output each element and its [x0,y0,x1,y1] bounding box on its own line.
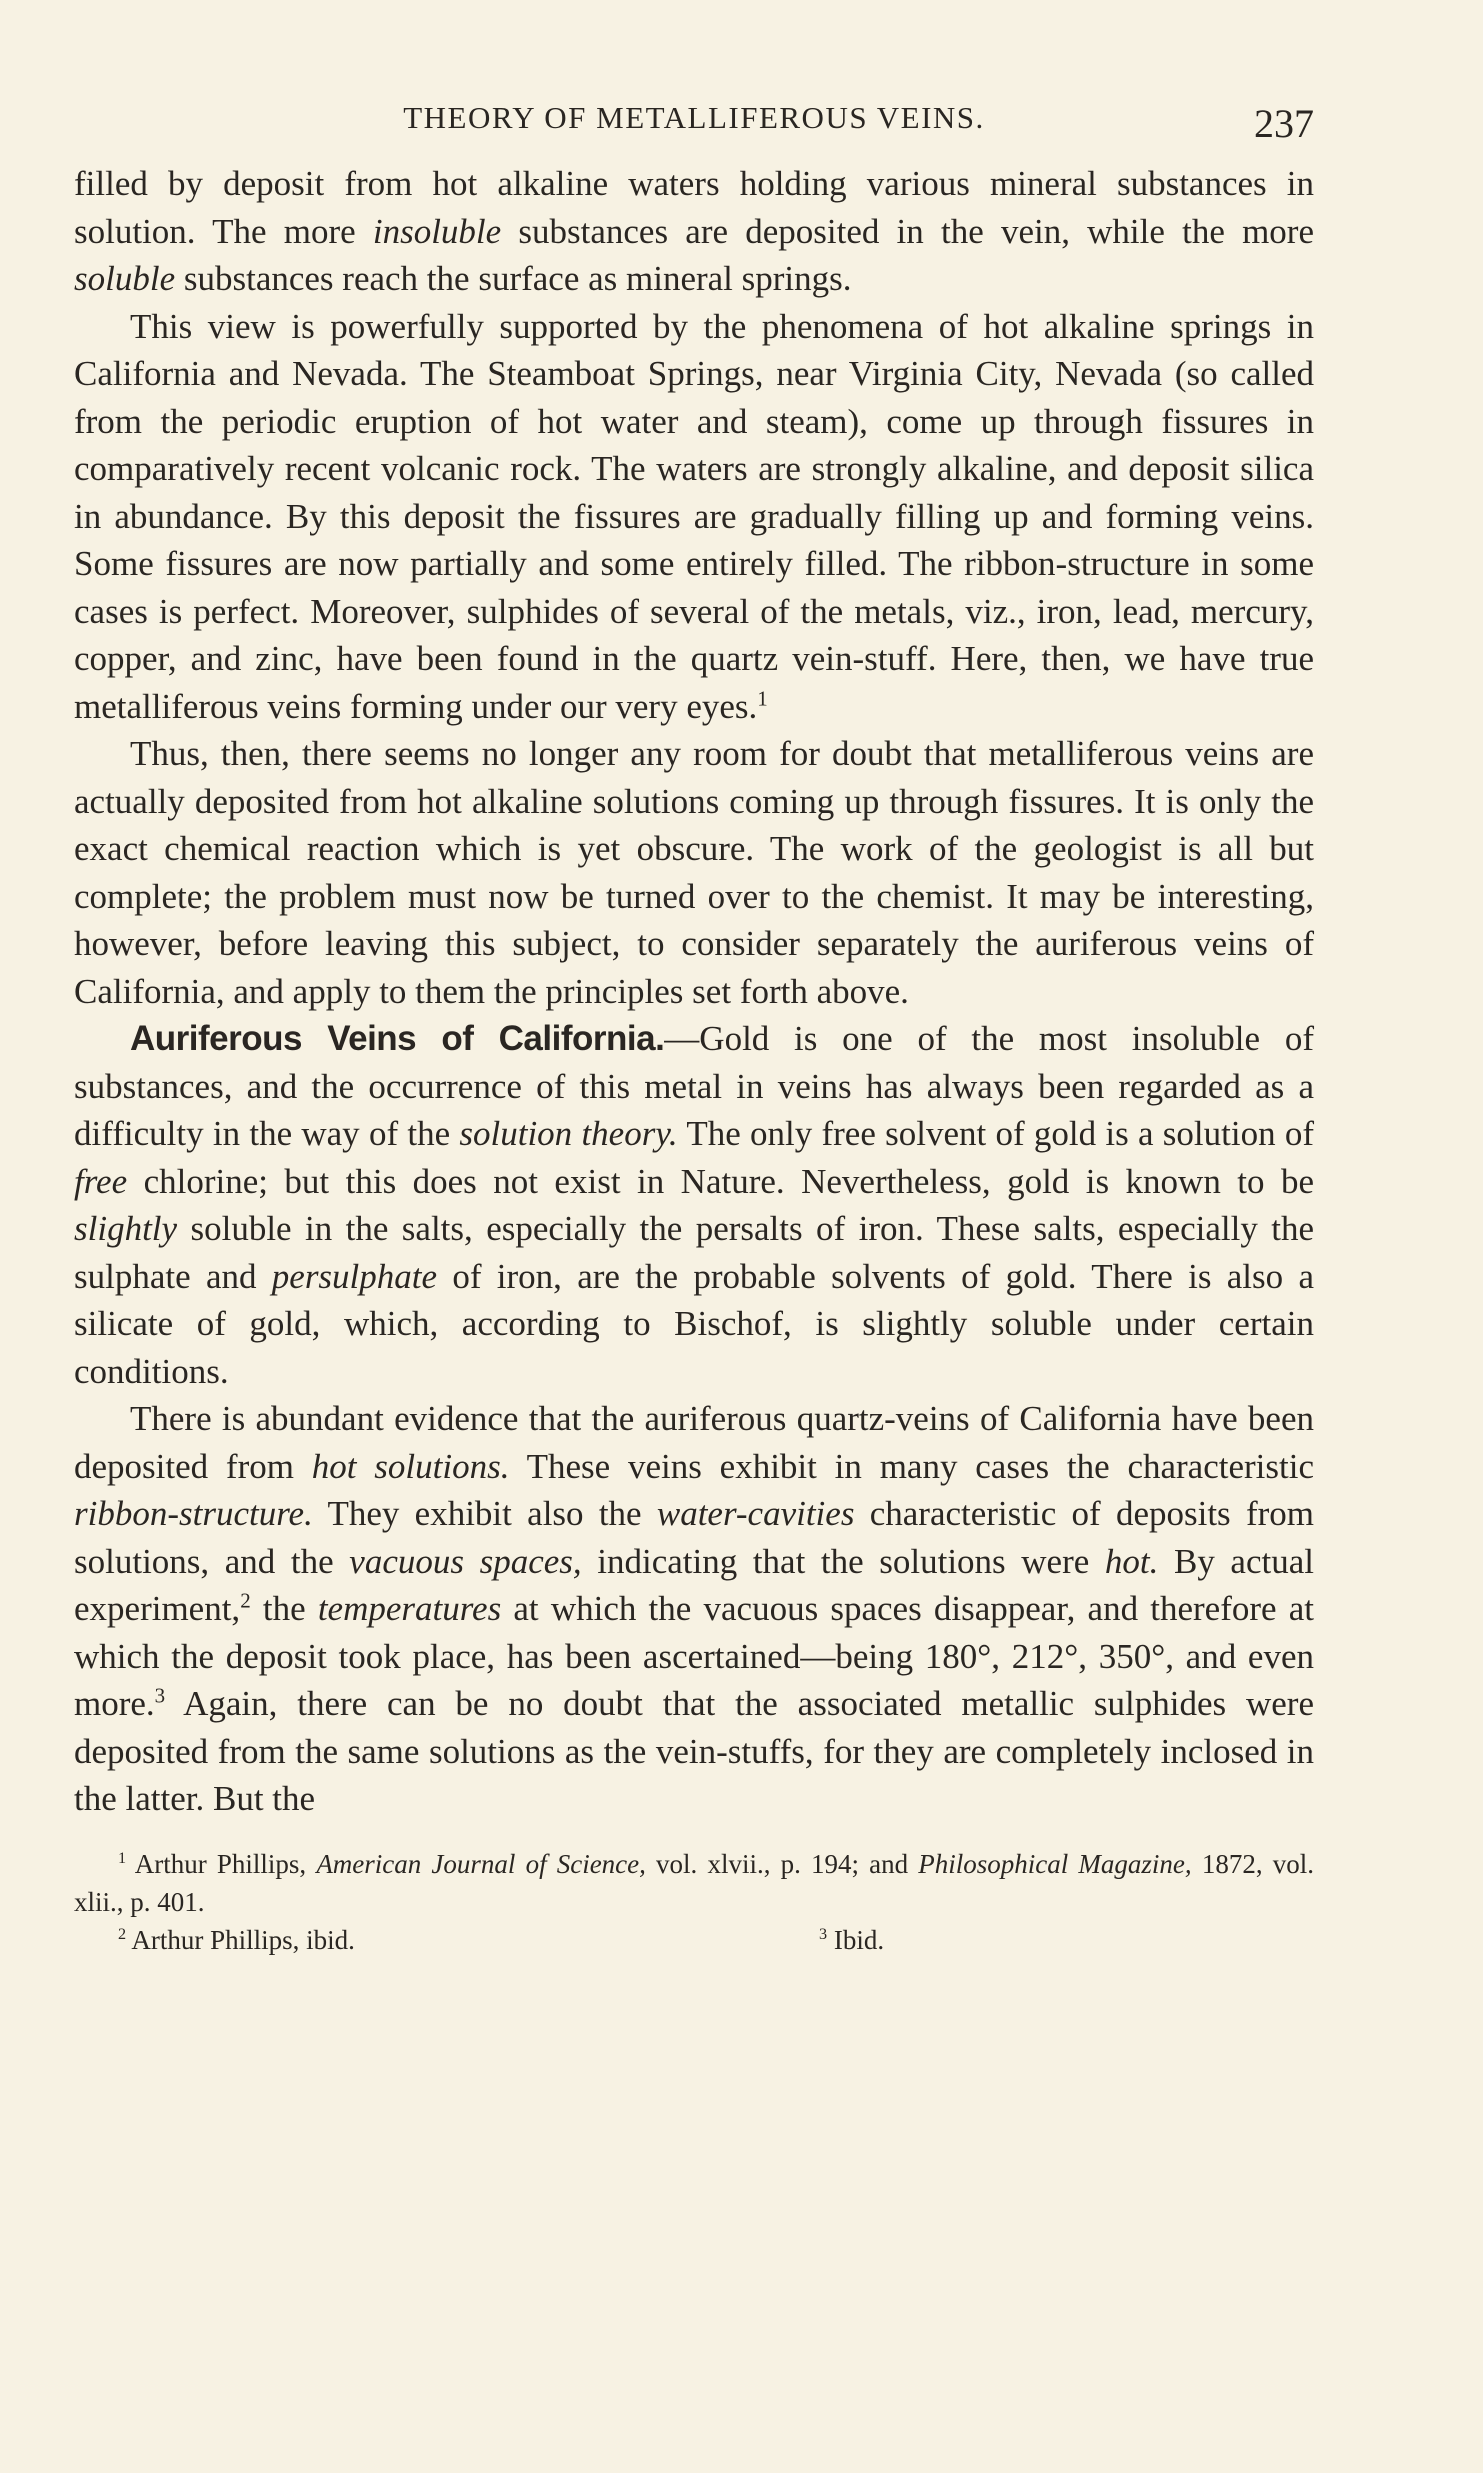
footnote-1: $^1$ Arthur Phillips, American Journal of Science, vol. xlvii., p. 194; and Philosophical Magazine, 1872, vol. xlii., p. 401. [74,1848,1314,1917]
footnote-2: $^2$ Arthur Phillips, ibid. [118,1924,355,1955]
paragraph-3: Thus, then, there seems no longer any room for doubt that metalliferous veins are actually deposited from hot alkaline solutions coming up through fissures. It is only the exact chemical reaction which is yet obscure. The work of the geologist is all but complete; the problem must now be turned over to the chemist. It may be interesting, however, before leaving this subject, to consider separately the auriferous veins of California, and apply to them the principles set forth above. [74,734,1314,1011]
footnote-3: $^3$ Ibid. [819,1924,885,1955]
footnote-ref-3: 3 [154,1683,166,1708]
body-text [74,160,1314,1823]
paragraph-2: This view is powerfully supported by the phenomena of hot alkaline springs in California and Nevada. The Steamboat Springs, near Virginia City, Nevada (so called from the periodic eruption of hot water and steam), come up through fissures in comparatively recent volcanic rock. The waters are strongly alkaline, and deposit silica in abundance. By this deposit the fissures are gradually filling up and forming veins. Some fissures are now partially and some entirely filled. The ribbon-structure in some cases is perfect. Moreover, sulphides of several of the metals, viz., iron, lead, mercury, copper, and zinc, have been found in the quartz vein-stuff. Here, then, we have true metalliferous veins forming under our very eyes.$^1$ [74,306,1314,726]
footnotes [74,1845,1314,1959]
paragraph-4: Auriferous Veins of California.—Gold is one of the most insoluble of substances, and the occurrence of this metal in veins has always been regarded as a difficulty in the way of the solution theory. The only free solvent of gold is a solution of free chlorine; but this does not exist in Nature. Nevertheless, gold is known to be slightly soluble in the salts, especially the persalts of iron. These salts, especially the sulphate and persulphate of iron, are the probable solvents of gold. There is also a silicate of gold, which, according to Bischof, is slightly soluble under certain conditions. [74,1019,1314,1391]
paragraph-5: There is abundant evidence that the auriferous quartz-veins of California have been deposited from hot solutions. These veins exhibit in many cases the characteristic ribbon-structure. They exhibit also the water-cavities characteristic of deposits from solutions, and the vacuous spaces, indicating that the solutions were hot. By actual experiment,$^2$ the temperatures at which the vacuous spaces disappear, and therefore at which the deposit took place, has been ascertained—being 180°, 212°, 350°, and even more.$^3$ Again, there can be no doubt that the associated metallic sulphides were deposited from the same solutions as the vein-stuffs, for they are completely inclosed in the latter. But the [74,1399,1314,1818]
section-heading: Auriferous Veins of California. [130,1019,665,1058]
footnote-ref-1: 1 [757,685,768,710]
footnote-ref-2: 2 [240,1588,251,1613]
page-header [74,100,1314,160]
running-title: THEORY OF METALLIFEROUS VEINS. [403,100,985,135]
paragraph-1: filled by deposit from hot alkaline waters holding various mineral substances in solution. The more insoluble substances are deposited in the vein, while the more soluble substances reach the surface as mineral springs. [74,164,1314,298]
book-page [74,100,1314,1959]
footnote-row [74,1921,1314,1959]
page-number: 237 [1254,101,1314,146]
